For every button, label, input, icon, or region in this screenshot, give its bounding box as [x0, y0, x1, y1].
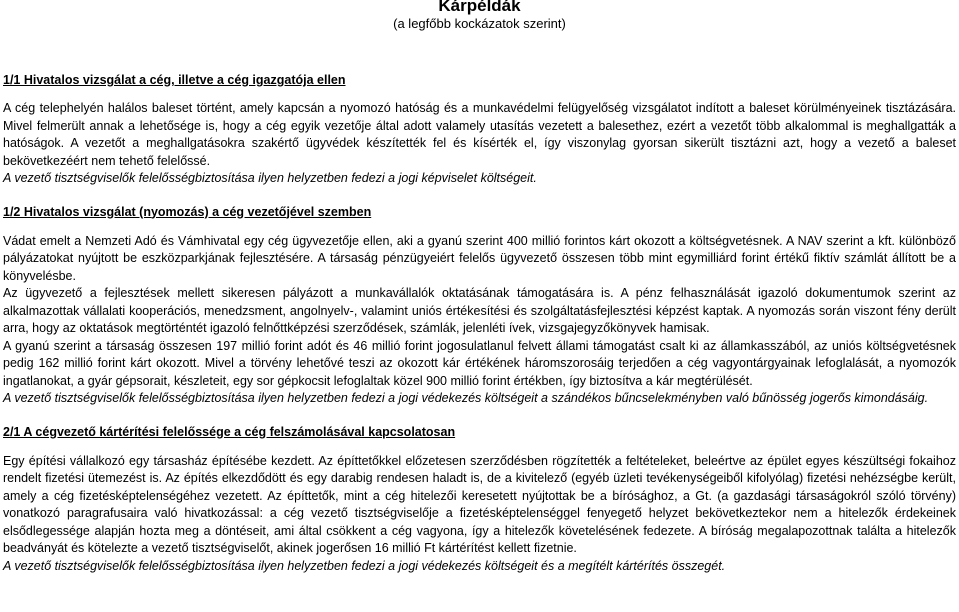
- section-1-2-paragraph-1: Vádat emelt a Nemzeti Adó és Vámhivatal egy cég ügyvezetője ellen, aki a gyanú szerint 400 millió forintos kárt okozott a költségvetésnek. A NAV szerint a kft. különböző pályázatokat nyújtott be eszközparkjának fejlesztésére. A társaság pénzügyeiért felelős ügyvezető összesen több mint egymilliárd forint értékű fiktív számlát állított be a könyvelésbe.: [3, 233, 956, 283]
- section-2-1-conclusion: A vezető tisztségviselők felelősségbiztosítása ilyen helyzetben fedezi a jogi védekezés költségeit és a megítélt kártérítés összegét.: [3, 558, 726, 573]
- document-title: Kárpéldák: [438, 0, 521, 15]
- document-page: [3, 0, 956, 575]
- section-heading-1-2: 1/2 Hivatalos vizsgálat (nyomozás) a cég vezetőjével szemben: [3, 204, 372, 219]
- section-1-2-paragraph-2: Az ügyvezető a fejlesztések mellett sikeresen pályázott a munkavállalók oktatásának támogatására is. A pénz felhasználását igazoló dokumentumok szerint az alkalmazottak vállalati kooperációs, menedzsment, angolnyelv-, valamint uniós értékesítési és szolgáltatásfejlesztési képzést kaptak. A nyomozás során viszont fény derült arra, hogy az oktatások megtörténtét igazoló felnőttképzési szerződések, számlák, jelenléti ívek, vizsgajegyzőkönyvek hamisak.: [3, 286, 956, 335]
- section-heading-1-1: 1/1 Hivatalos vizsgálat a cég, illetve a cég igazgatója ellen: [3, 73, 346, 87]
- section-1-2-conclusion: A vezető tisztségviselők felelősségbiztosítása ilyen helyzetben fedezi a jogi védekezés költségeit a szándékos bűncselekményben való bűnösség jogerős kimondásáig.: [3, 391, 929, 405]
- section-heading-2-1: 2/1 A cégvezető kártérítési felelőssége a cég felszámolásával kapcsolatosan: [3, 424, 456, 439]
- section-1-1-conclusion: A vezető tisztségviselők felelősségbiztosítása ilyen helyzetben fedezi a jogi képviselet költségeit.: [3, 171, 537, 185]
- section-1-2-paragraph-3: A gyanú szerint a társaság összesen 197 millió forint adót és 46 millió forint jogosulatlanul felvett állami támogatást csalt ki az államkasszából, az uniós költségvetésnek pedig 162 millió forint kárt okozott. Mivel a törvény lehetővé teszi az okozott kár értékének háromszorosáig terjedően a cég vagyontárgyainak lefoglalását, a nyomozók ingatlanokat, a gyár gépsorait, készleteit, egy sor gépkocsit lefoglaltak közel 900 millió forint értékben, így biztosítva a kár megtérülését.: [3, 338, 956, 388]
- section-1-1-paragraph: A cég telephelyén halálos baleset történt, amely kapcsán a nyomozó hatóság és a munkavédelmi felügyelőség vizsgálatot indított a baleset körülményeinek tisztázására. Mivel felmerült annak a lehetősége is, hogy a cég egyik vezetője által adott valamely utasítás vezetett a balesethez, ezért a vezetőt több alkalommal is meghallgatták a hatóságok. A vezetőt a meghallgatásokra szakértő ügyvédek készítették fel és kísérték el, így viszonylag gyorsan sikerült tisztázni azt, hogy a vezető a baleset bekövetkezéért nem tehető felelőssé.: [3, 101, 956, 168]
- document-subtitle: (a legfőbb kockázatok szerint): [393, 16, 566, 31]
- section-2-1-paragraph: Egy építési vállalkozó egy társasház építésébe kezdett. Az építtetőkkel előzetesen szerződésben rögzítették a feltételeket, beleértve az épület egyes készültségi fokaihoz rendelt fizetési ütemezést is. Az építés elkezdődött és egy darabig rendesen haladt is, de a kivitelező (egyéb üzleti tevékenységeiből kifolyólag) fizetési nehézségbe került, amely a cég fizetésképtelenségéhez vezetett. Az építtetők, mint a cég hitelezői keresetett nyújtottak be a bírósághoz, a Gt. (a gazdasági társaságokról szóló törvény) vonatkozó paragrafusaira való hivatkozással: a cég vezető tisztségviselője a fizetésképtelenséggel fenyegető helyzet bekövetkeztekor nem a hitelezők érdekeinek elsődlegessége alapján hozta meg a döntéseit, ami által csökkent a cég vagyona, így a hitelezők követelésének fedezete. A bíróság megalapozottnak találta a hitelezők beadványát és kötelezte a vezető tisztségviselőt, akinek jogerősen 16 millió Ft kártérítést kellett fizetnie.: [3, 453, 956, 555]
